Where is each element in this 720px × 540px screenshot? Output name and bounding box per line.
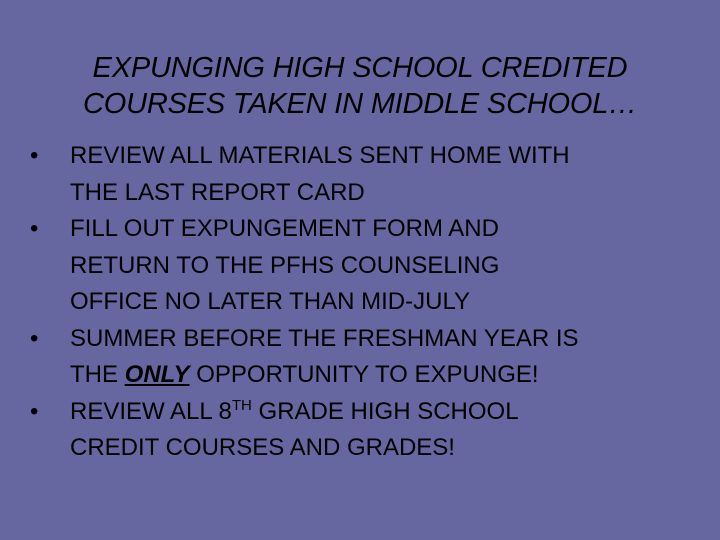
bullet-text-line bbox=[70, 357, 690, 394]
ordinal-superscript: TH bbox=[231, 396, 252, 414]
bullet-text: RETURN TO THE PFHS COUNSELING bbox=[70, 251, 500, 279]
bullet-icon: • bbox=[30, 215, 39, 242]
title-line-1: EXPUNGING HIGH SCHOOL CREDITED bbox=[92, 52, 628, 84]
bullet-text-line bbox=[70, 394, 690, 431]
slide-title bbox=[20, 50, 700, 122]
bullet-text: THE LAST REPORT CARD bbox=[70, 178, 365, 206]
bullet-icon: • bbox=[30, 397, 39, 425]
bullet-icon: • bbox=[30, 324, 39, 352]
bullet-text-part: REVIEW ALL 8 bbox=[70, 397, 232, 425]
bullet-text-part: GRADE HIGH SCHOOL bbox=[251, 397, 519, 425]
bullet-item-review-grades bbox=[30, 394, 690, 467]
bullet-text-part: OPPORTUNITY TO EXPUNGE! bbox=[189, 361, 539, 388]
emphasis-only: ONLY bbox=[124, 361, 190, 388]
title-line-2: COURSES TAKEN IN MIDDLE SCHOOL… bbox=[82, 88, 638, 120]
bullet-text-part: THE bbox=[70, 361, 125, 388]
bullet-text: OFFICE NO LATER THAN MID-JULY bbox=[70, 288, 471, 315]
bullet-text: CREDIT COURSES AND GRADES! bbox=[70, 434, 455, 461]
bullet-text: FILL OUT EXPUNGEMENT FORM AND bbox=[70, 215, 499, 242]
bullet-item-expungement-form bbox=[30, 211, 690, 321]
bullet-text: REVIEW ALL MATERIALS SENT HOME WITH bbox=[70, 142, 570, 169]
bullet-list bbox=[30, 138, 690, 467]
bullet-item-summer-opportunity bbox=[30, 321, 690, 394]
bullet-text: SUMMER BEFORE THE FRESHMAN YEAR IS bbox=[70, 324, 579, 352]
bullet-icon: • bbox=[30, 142, 39, 169]
bullet-item-review-materials bbox=[30, 138, 690, 211]
